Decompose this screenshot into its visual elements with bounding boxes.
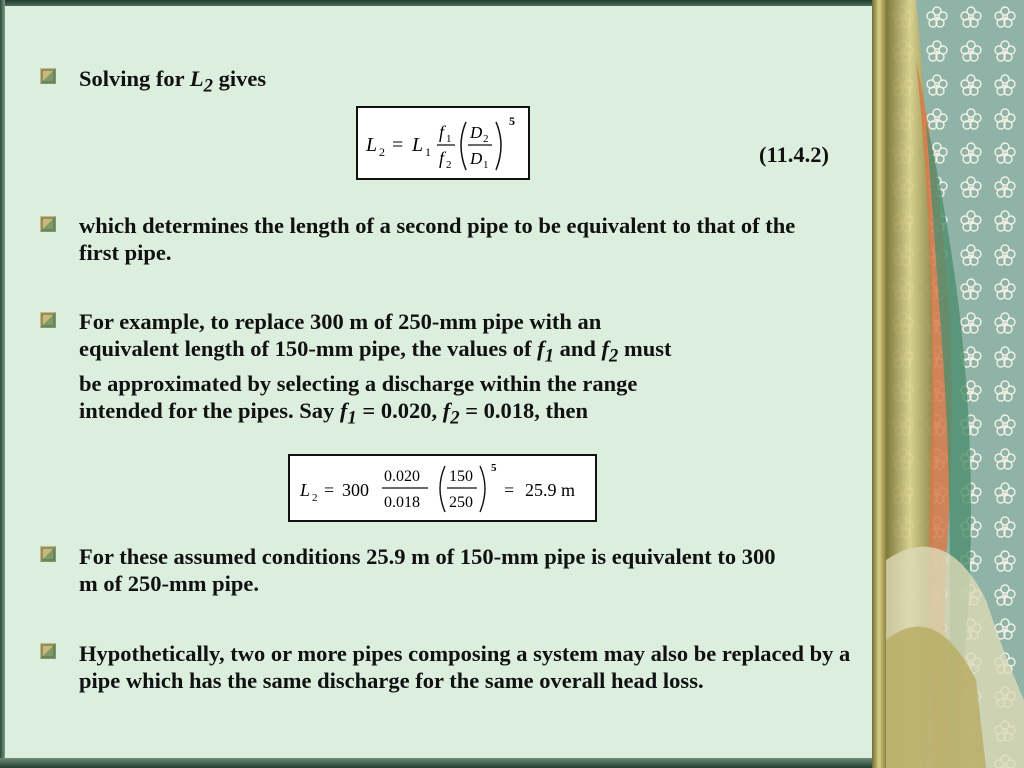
frame-top [0, 0, 880, 6]
eq2-coef: 300 [342, 480, 369, 500]
bullet3-line1: For example, to replace 300 m of 250-mm pipe with an [79, 309, 602, 334]
bullet-icon [40, 546, 56, 562]
text-fragment: = 0.020, [356, 397, 443, 423]
eq1-exponent: 5 [509, 114, 515, 128]
bullet3-line2 [79, 335, 859, 370]
variable-f: f [601, 336, 610, 361]
text-fragment: Solving for [79, 66, 190, 91]
bullet-icon [40, 68, 56, 84]
eq1-paren-right [496, 122, 501, 170]
eq1-L1-sub: 1 [425, 145, 431, 159]
subscript: 2 [609, 345, 619, 367]
subscript: 2 [450, 407, 460, 428]
eq1-paren-left [461, 122, 466, 170]
eq1-d-num: D [470, 123, 483, 142]
eq1-f-num-sub: 1 [446, 133, 452, 145]
equation-number: (11.4.2) [759, 142, 829, 167]
equation-11-4-2-box [356, 106, 530, 180]
frame-left [0, 0, 5, 768]
subscript: 2 [203, 75, 213, 97]
equation-example-box [288, 454, 597, 522]
text-fragment: gives [212, 66, 267, 91]
eq2-num1: 0.020 [384, 468, 420, 485]
eq1-d-den-sub: 1 [483, 159, 489, 171]
decorative-panel [886, 0, 1024, 768]
subscript: 1 [544, 345, 554, 367]
decorative-pattern [886, 0, 1024, 768]
text-fragment: and [554, 336, 602, 361]
variable-f: f [537, 336, 545, 361]
text-fragment: must [618, 336, 672, 361]
bullet-icon [40, 643, 56, 659]
bullet-text-1 [79, 65, 859, 100]
eq1-lhs-sub: 2 [379, 145, 385, 159]
eq2-den1: 0.018 [384, 494, 420, 511]
bullet-text-4: For these assumed conditions 25.9 m of 150-mm pipe is equivalent to 300 m of 250-mm pipe. [79, 544, 776, 596]
frame-bottom [0, 758, 880, 768]
bullet-text-5: Hypothetically, two or more pipes composing a system may also be replaced by a pipe which has the same discharge for the same overall head loss. [79, 641, 851, 693]
text-fragment: equivalent length of 150-mm pipe, the values of [79, 336, 538, 361]
bullet3-line3: be approximated by selecting a discharge within the range [79, 370, 638, 396]
eq1-lhs: L [366, 134, 378, 156]
eq2-lhs: L [300, 480, 311, 500]
eq2-lhs-sub: 2 [312, 492, 318, 504]
eq1-f-den: f [439, 148, 445, 168]
gold-border [872, 0, 886, 768]
eq1-d-num-sub: 2 [483, 133, 489, 145]
eq2-den2: 250 [449, 494, 473, 511]
text-fragment: = 0.018, then [459, 397, 589, 423]
bullet3-line4 [79, 397, 859, 432]
equation-11-4-2 [358, 108, 528, 178]
text-fragment: intended for the pipes. Say [79, 397, 340, 423]
eq1-d-den: D [470, 149, 483, 168]
eq1-f-den-sub: 2 [446, 159, 452, 171]
variable-f: f [442, 397, 451, 423]
eq1-f-num: f [439, 122, 445, 142]
equation-example [290, 456, 595, 520]
bullet-icon [40, 312, 56, 328]
eq2-equals: = [324, 480, 335, 500]
bullet-text-3 [79, 308, 859, 431]
eq2-num2: 150 [449, 468, 473, 485]
variable-L: L [189, 66, 204, 91]
eq2-exponent: 5 [491, 462, 497, 474]
eq2-result: 25.9 m [525, 480, 576, 500]
variable-f: f [339, 397, 348, 423]
eq1-equals: = [392, 134, 404, 156]
bullet-text-2: which determines the length of a second pipe to be equivalent to that of the first pipe. [79, 213, 796, 265]
eq1-L1: L [412, 134, 424, 156]
eq2-paren-right [480, 466, 485, 512]
eq2-paren-left [440, 466, 445, 512]
subscript: 1 [347, 407, 357, 428]
bullet-icon [40, 216, 56, 232]
eq2-equals-2: = [504, 480, 515, 500]
